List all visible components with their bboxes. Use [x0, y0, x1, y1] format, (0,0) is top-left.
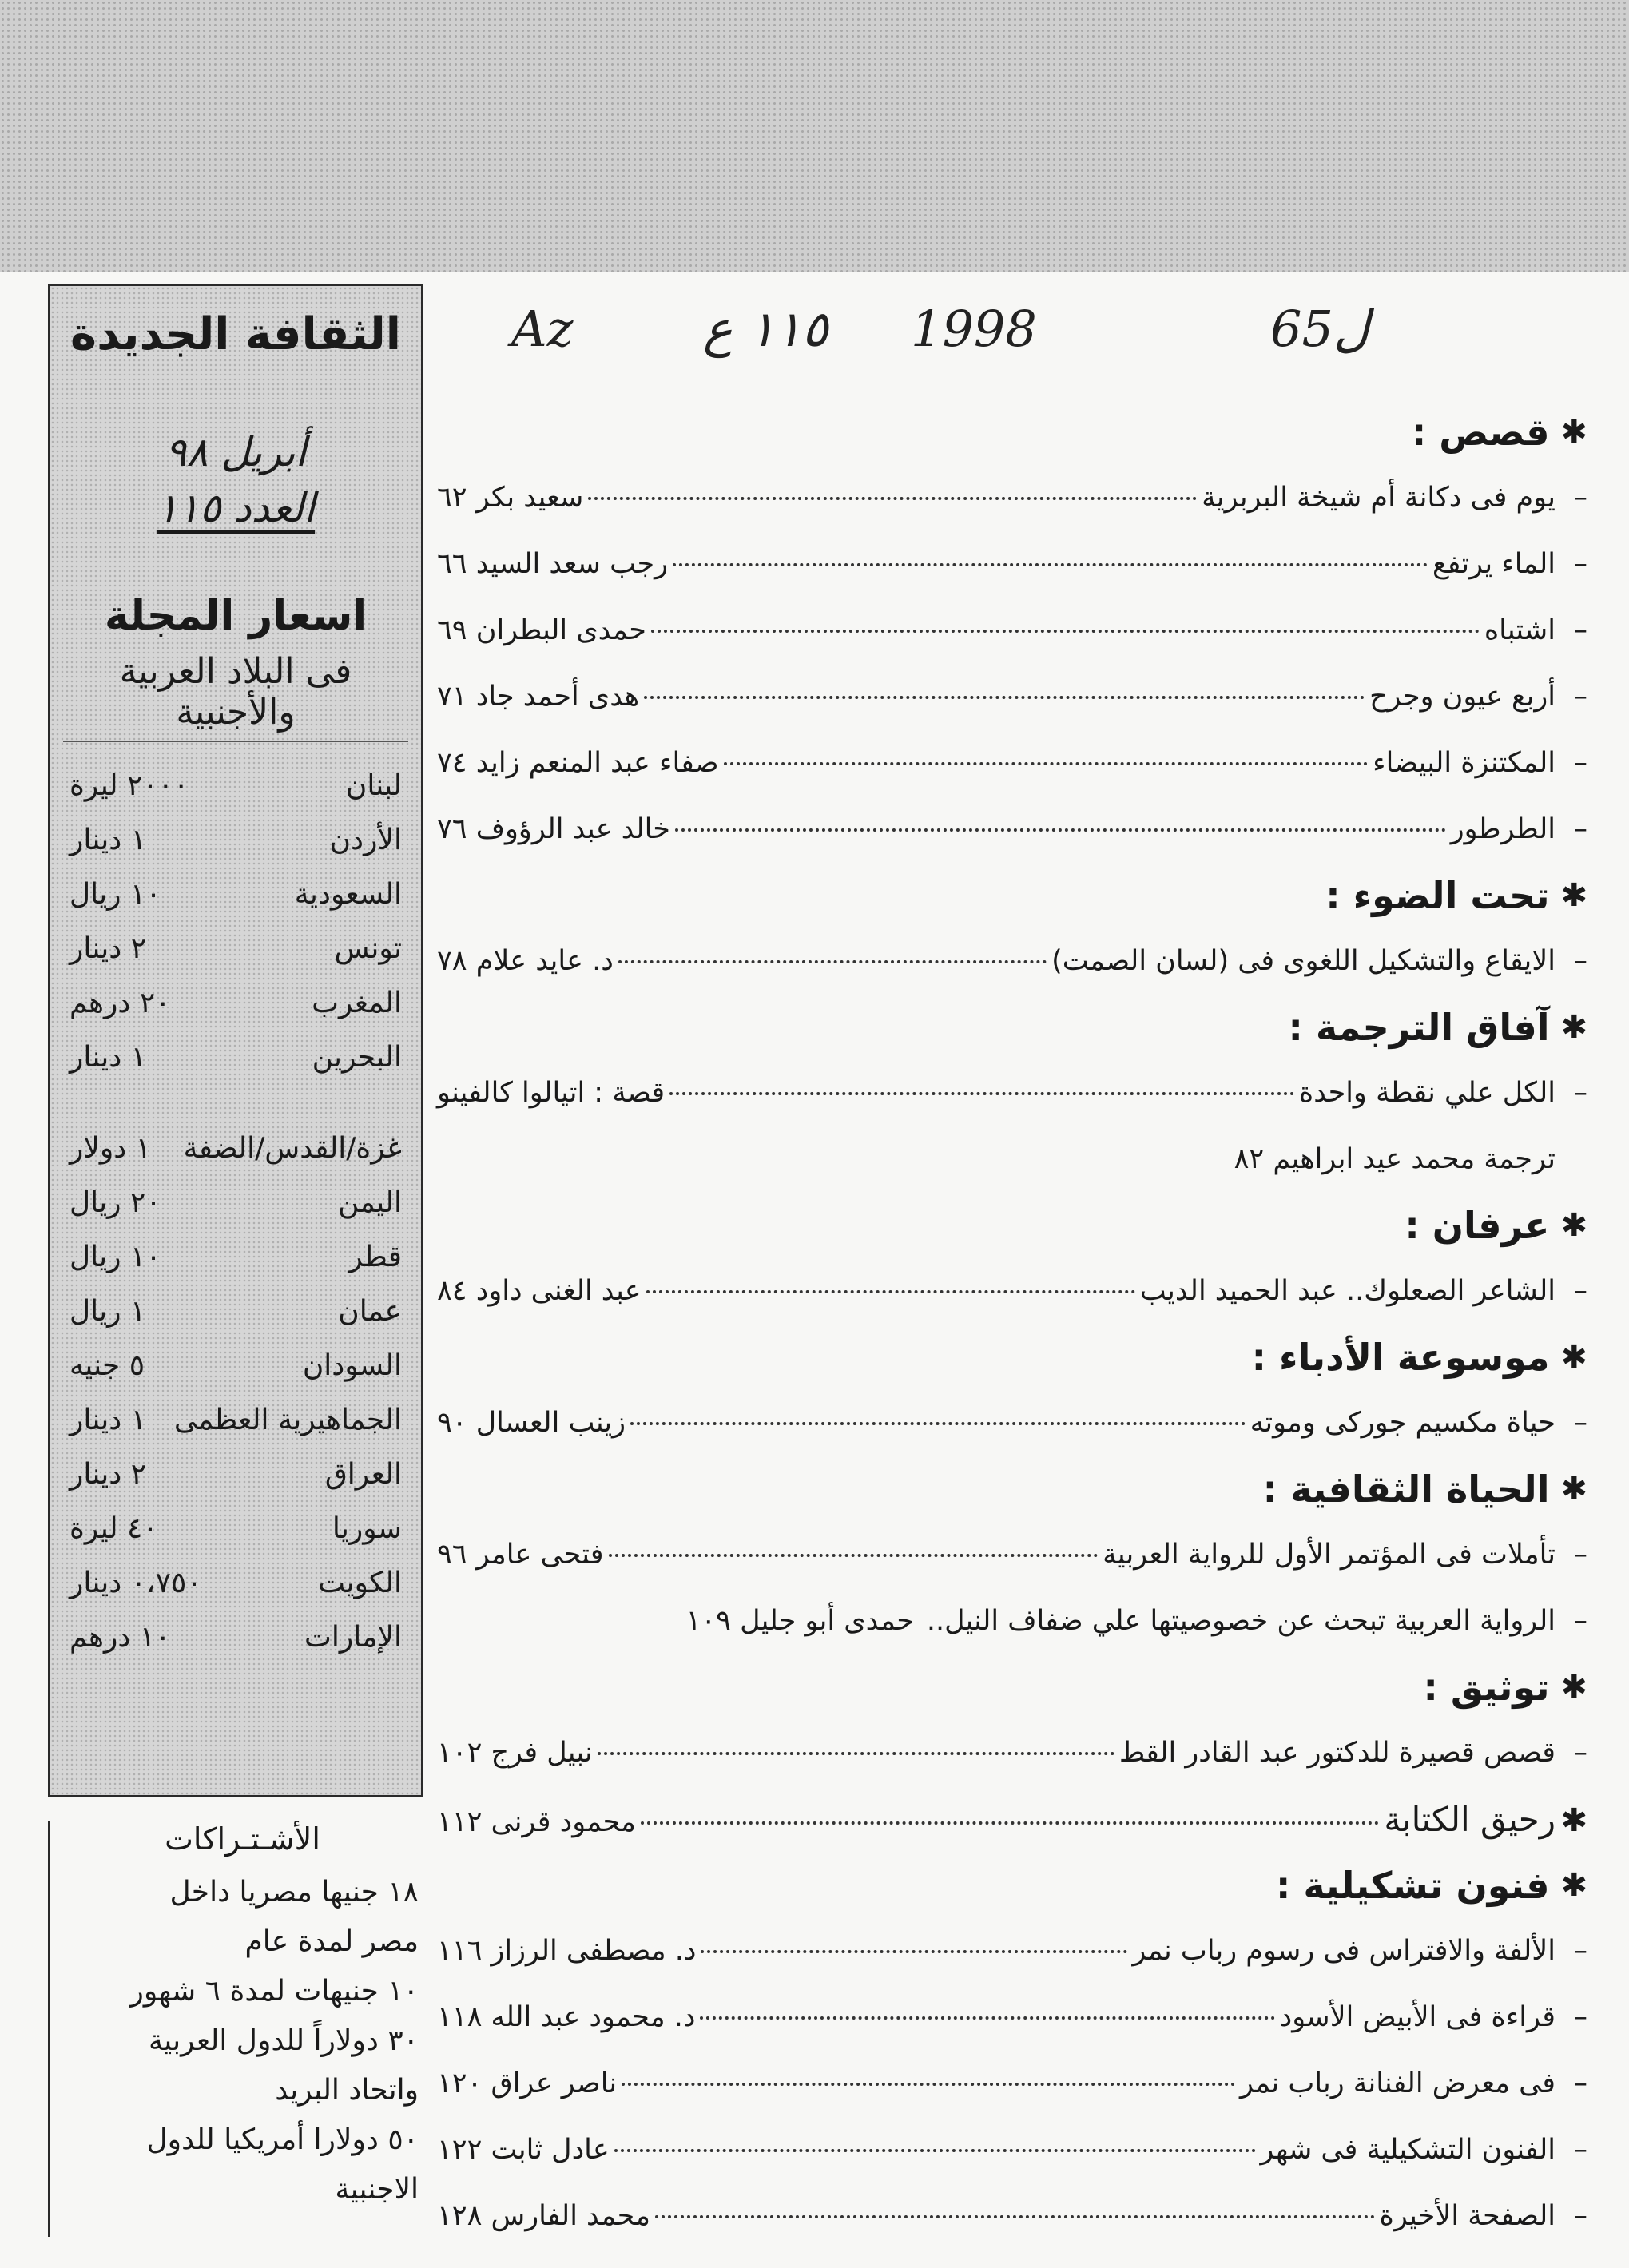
price-row — [63, 1512, 408, 1567]
price-country: لبنان — [345, 769, 402, 802]
subscription-line: ١٠ جنيهات لمدة ٦ شهور — [129, 1975, 419, 2008]
toc-entry — [437, 1126, 1587, 1193]
leader-dots — [646, 1290, 1135, 1293]
price-value: ١ دولار — [70, 1132, 152, 1165]
toc-entry-title: قراءة فى الأبيض الأسود — [1279, 2001, 1555, 2033]
dash-marker: – — [1573, 813, 1587, 845]
price-value: ١٠ ريال — [70, 1241, 161, 1273]
subscriptions-lines — [62, 1868, 423, 2214]
price-value: ١ دينار — [70, 1041, 147, 1074]
section-heading-text: موسوعة الأدباء : — [1251, 1336, 1550, 1379]
asterisk-icon: ✱ — [1560, 1802, 1587, 1839]
price-value: ٥ جنيه — [70, 1349, 145, 1382]
asterisk-icon: ✱ — [1560, 1009, 1587, 1046]
price-row — [63, 1186, 408, 1241]
price-country: اليمن — [337, 1186, 402, 1219]
toc-entry-author-page: حمدى البطران ٦٩ — [437, 614, 646, 646]
toc-entry — [437, 796, 1587, 863]
price-country: البحرين — [312, 1041, 402, 1074]
toc-section-heading — [437, 995, 1587, 1060]
toc-entry — [437, 1060, 1587, 1126]
magazine-info-box — [48, 284, 423, 1797]
toc-entry-title: قصص قصيرة للدكتور عبد القادر القط — [1118, 1737, 1555, 1769]
section-heading-text: الحياة الثقافية : — [1262, 1468, 1550, 1511]
toc-entry — [437, 2117, 1587, 2183]
price-value: ٢٠ درهم — [70, 987, 171, 1019]
toc-entry-title: الايقاع والتشكيل اللغوى فى (لسان الصمت) — [1051, 945, 1555, 977]
handwritten-code: Az — [511, 300, 574, 358]
toc-entry-title: الصفحة الأخيرة — [1379, 2200, 1555, 2232]
price-country: المغرب — [312, 987, 402, 1019]
toc-section-heading — [437, 1193, 1587, 1258]
price-row — [63, 987, 408, 1041]
subscription-line: مصر لمدة عام — [244, 1925, 419, 1958]
toc-entry — [437, 2051, 1587, 2117]
toc-entry — [437, 1918, 1587, 1984]
table-of-contents — [437, 399, 1587, 2250]
toc-entry-title: رحيق الكتابة — [1384, 1800, 1555, 1839]
price-value: ٢ دينار — [70, 932, 147, 965]
toc-entry-author-page: ناصر عراق ١٢٠ — [437, 2067, 618, 2099]
toc-entry-title: الرواية العربية تبحث عن خصوصيتها علي ضفاف النيل.. — [926, 1605, 1555, 1637]
top-halftone-band — [0, 0, 1629, 272]
dash-marker: – — [1573, 2134, 1587, 2166]
toc-section-heading — [437, 1654, 1587, 1720]
toc-entry-title: الكل علي نقطة واحدة — [1298, 1077, 1555, 1109]
dash-marker: – — [1573, 1539, 1587, 1571]
toc-entry-author-page: زينب العسال ٩٠ — [437, 1407, 626, 1439]
price-value: ١ دينار — [70, 824, 147, 856]
price-row — [63, 1458, 408, 1512]
toc-entry-author-page: قصة : اتيالوا كالفينو — [437, 1077, 666, 1109]
section-heading-text: توثيق : — [1423, 1666, 1550, 1709]
toc-entry-author-page: محمود قرنى ١١٢ — [437, 1806, 636, 1838]
price-value: ١٠ ريال — [70, 878, 161, 911]
dash-marker: – — [1573, 1737, 1587, 1769]
price-value: ٢ دينار — [70, 1458, 147, 1491]
asterisk-icon: ✱ — [1560, 877, 1587, 914]
toc-entry — [437, 465, 1587, 531]
toc-entry-author-page: د. عايد علام ٧٨ — [437, 945, 614, 977]
subscription-line: ٣٠ دولاراً للدول العربية — [148, 2024, 419, 2057]
toc-section-heading — [437, 1325, 1587, 1390]
toc-entry — [437, 1984, 1587, 2051]
price-row — [63, 1241, 408, 1295]
asterisk-icon: ✱ — [1560, 1669, 1587, 1706]
dash-marker: – — [1573, 548, 1587, 580]
dash-marker: – — [1573, 2001, 1587, 2033]
asterisk-icon: ✱ — [1560, 1867, 1587, 1904]
leader-dots — [701, 1950, 1127, 1953]
subscription-line: واتحاد البريد — [275, 2074, 419, 2107]
toc-entry-title: تأملات فى المؤتمر الأول للرواية العربية — [1103, 1539, 1555, 1571]
toc-entry — [437, 664, 1587, 730]
leader-dots — [609, 1554, 1099, 1557]
toc-entry-author-page: فتحى عامر ٩٦ — [437, 1539, 604, 1571]
toc-section-heading — [437, 863, 1587, 928]
leader-dots — [651, 630, 1480, 633]
price-value: ١ دينار — [70, 1404, 147, 1436]
leader-dots — [598, 1752, 1114, 1755]
price-value: ٠،٧٥٠ دينار — [70, 1567, 202, 1599]
section-heading-text: تحت الضوء : — [1325, 874, 1550, 917]
toc-entry-author-page: عبد الغنى داود ٨٤ — [437, 1275, 642, 1307]
price-list-spacer — [63, 1095, 408, 1132]
price-row — [63, 1295, 408, 1349]
toc-entry — [437, 928, 1587, 995]
issue-date: أبريل ٩٨ — [165, 429, 307, 475]
prices-heading: اسعار المجلة — [104, 592, 368, 640]
toc-entry-title: الألفة والافتراس فى رسوم رباب نمر — [1132, 1935, 1555, 1967]
price-value: ١٠ درهم — [70, 1621, 171, 1654]
dash-marker: – — [1573, 945, 1587, 977]
handwritten-year: 1998 — [911, 300, 1037, 358]
price-country: تونس — [334, 932, 402, 965]
toc-entry-title: الشاعر الصعلوك.. عبد الحميد الديب — [1139, 1275, 1555, 1307]
leader-dots — [724, 762, 1369, 765]
toc-section-heading — [437, 1456, 1587, 1522]
dash-marker: – — [1573, 2200, 1587, 2232]
price-country: السعودية — [294, 878, 402, 911]
price-country: الإمارات — [304, 1621, 402, 1654]
toc-section-heading — [437, 1853, 1587, 1918]
toc-entry-title: حياة مكسيم جوركى وموته — [1250, 1407, 1555, 1439]
toc-entry-title: الماء يرتفع — [1432, 548, 1555, 580]
price-row — [63, 1404, 408, 1458]
subscriptions-title: الأشـتـراكات — [165, 1821, 320, 1857]
leader-dots — [630, 1422, 1246, 1425]
issue-number: العدد ١١٥ — [156, 485, 316, 531]
toc-entry-author-page: حمدى أبو جليل ١٠٩ — [685, 1605, 914, 1637]
toc-entry — [437, 1720, 1587, 1786]
toc-entry-author-page: د. محمود عبد الله ١١٨ — [437, 2001, 696, 2033]
magazine-title: الثقافة الجديدة — [70, 308, 401, 360]
subscription-line: ١٨ جنيها مصريا داخل — [169, 1876, 419, 1909]
leader-dots — [588, 497, 1197, 500]
toc-entry-author-page: محمد الفارس ١٢٨ — [437, 2200, 650, 2232]
price-row — [63, 1041, 408, 1095]
toc-entry-author-page: هدى أحمد جاد ٧١ — [437, 681, 640, 713]
price-country: عمان — [338, 1295, 402, 1328]
asterisk-icon: ✱ — [1560, 1207, 1587, 1244]
dash-marker: – — [1573, 1407, 1587, 1439]
toc-entry-title: أربع عيون وجرح — [1369, 681, 1555, 713]
section-heading-text: عرفان : — [1405, 1204, 1550, 1247]
price-value: ٢٠ ريال — [70, 1186, 161, 1219]
section-heading-text: آفاق الترجمة : — [1288, 1006, 1550, 1049]
dash-marker: – — [1573, 614, 1587, 646]
price-country: العراق — [324, 1458, 402, 1491]
leader-dots — [700, 2016, 1274, 2020]
asterisk-icon: ✱ — [1560, 1471, 1587, 1507]
price-row — [63, 769, 408, 824]
price-value: ٢٠٠٠ ليرة — [70, 769, 189, 802]
toc-entry — [437, 1786, 1587, 1853]
price-row — [63, 1621, 408, 1675]
handwritten-issue: ١١٥ ع — [703, 300, 828, 358]
price-row — [63, 878, 408, 932]
toc-entry-title: اشتباه — [1484, 614, 1555, 646]
leader-dots — [675, 828, 1446, 832]
price-country: السودان — [302, 1349, 402, 1382]
toc-entry-author-page: رجب سعد السيد ٦٦ — [437, 548, 669, 580]
toc-entry-title: يوم فى دكانة أم شيخة البربرية — [1202, 482, 1555, 514]
toc-entry — [437, 598, 1587, 664]
subscription-line: ٥٠ دولارا أمريكيا للدول — [146, 2123, 419, 2156]
price-row — [63, 1132, 408, 1186]
price-country: الكويت — [318, 1567, 402, 1599]
price-country: الجماهيرية العظمى — [173, 1404, 402, 1436]
toc-section-heading — [437, 399, 1587, 465]
prices-subheading: فى البلاد العربية والأجنبية — [63, 651, 408, 742]
dash-marker: – — [1573, 482, 1587, 514]
leader-dots — [669, 1092, 1294, 1095]
leader-dots — [673, 563, 1428, 566]
toc-entry — [437, 1258, 1587, 1325]
toc-entry-author-page: عادل ثابت ١٢٢ — [437, 2134, 610, 2166]
toc-entry-title: المكتنزة البيضاء — [1373, 747, 1555, 779]
toc-entry — [437, 2183, 1587, 2250]
toc-entry-author-page: سعيد بكر ٦٢ — [437, 482, 584, 514]
price-country: غزة/القدس/الضفة — [183, 1132, 402, 1165]
asterisk-icon: ✱ — [1560, 1339, 1587, 1376]
dash-marker: – — [1573, 1605, 1587, 1637]
price-country: سوريا — [332, 1512, 402, 1545]
price-row — [63, 824, 408, 878]
leader-dots — [614, 2149, 1256, 2152]
section-heading-text: فنون تشكيلية : — [1276, 1864, 1550, 1907]
toc-entry — [437, 1588, 1587, 1654]
toc-entry-author-page: ترجمة محمد عيد ابراهيم ٨٢ — [1234, 1143, 1555, 1175]
section-heading-text: قصص : — [1411, 411, 1550, 454]
price-row — [63, 1567, 408, 1621]
dash-marker: – — [1573, 747, 1587, 779]
toc-entry-author-page: نبيل فرج ١٠٢ — [437, 1737, 593, 1769]
subscription-line: الاجنبية — [335, 2173, 419, 2206]
subscriptions-panel — [48, 1821, 423, 2237]
handwritten-number: 6ل5 — [1270, 300, 1369, 358]
toc-entry — [437, 1522, 1587, 1588]
toc-entry — [437, 1390, 1587, 1456]
price-value: ١ ريال — [70, 1295, 146, 1328]
price-row — [63, 1349, 408, 1404]
price-row — [63, 932, 408, 987]
dash-marker: – — [1573, 1077, 1587, 1109]
dash-marker: – — [1573, 681, 1587, 713]
toc-entry — [437, 730, 1587, 796]
handwritten-annotation — [511, 300, 1550, 371]
leader-dots — [641, 1821, 1380, 1825]
leader-dots — [618, 960, 1047, 963]
toc-entry-author-page: صفاء عبد المنعم زايد ٧٤ — [437, 747, 719, 779]
price-country: الأردن — [329, 824, 402, 856]
toc-entry — [437, 531, 1587, 598]
leader-dots — [622, 2083, 1235, 2086]
leader-dots — [655, 2215, 1375, 2218]
toc-entry-title: الطرطور — [1450, 813, 1555, 845]
dash-marker: – — [1573, 2067, 1587, 2099]
price-country: قطر — [348, 1241, 402, 1273]
dash-marker: – — [1573, 1275, 1587, 1307]
price-list — [63, 769, 408, 1675]
toc-entry-author-page: د. مصطفى الرزاز ١١٦ — [437, 1935, 697, 1967]
toc-entry-title: الفنون التشكيلية فى شهر — [1260, 2134, 1555, 2166]
asterisk-icon: ✱ — [1560, 414, 1587, 451]
leader-dots — [644, 696, 1365, 699]
price-value: ٤٠ ليرة — [70, 1512, 158, 1545]
dash-marker: – — [1573, 1935, 1587, 1967]
toc-entry-author-page: خالد عبد الرؤوف ٧٦ — [437, 813, 670, 845]
toc-entry-title: فى معرض الفنانة رباب نمر — [1239, 2067, 1555, 2099]
